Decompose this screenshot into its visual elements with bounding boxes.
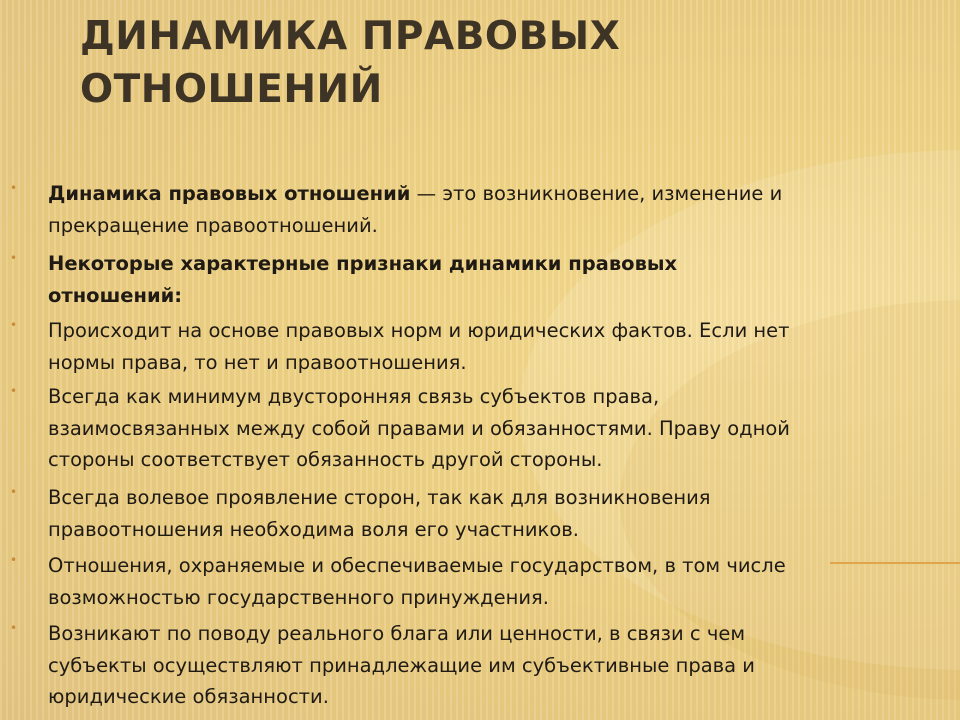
bullet-text (48, 248, 793, 311)
bullet-marker: • (10, 181, 18, 195)
bullet-text (48, 381, 793, 476)
bullet-body-text: Всегда как минимум двусторонняя связь субъектов права, взаимосвязанных между собой правами и обязанностями. Праву одной стороны соответствует обязанность другой стороны. (48, 385, 790, 471)
bullet-bold-text: Динамика правовых отношений (48, 182, 411, 205)
bullet-body-text: — это возникновение, изменение и прекращение правоотношений. (48, 182, 783, 237)
bullet-marker: • (10, 621, 18, 635)
bullet-body-text: Всегда волевое проявление сторон, так как для возникновения правоотношения необходима воля его участников. (48, 486, 711, 541)
bullet-text (48, 482, 793, 545)
bullet-marker: • (10, 553, 18, 567)
bullet-text (48, 550, 793, 613)
bullet-text (48, 618, 793, 713)
decorative-line (830, 562, 960, 564)
bullet-marker: • (10, 384, 18, 398)
bullet-body-text: Происходит на основе правовых норм и юридических фактов. Если нет нормы права, то нет и правоотношения. (48, 319, 790, 374)
bullet-body-text: Отношения, охраняемые и обеспечиваемые государством, в том числе возможностью государственного принуждения. (48, 554, 786, 609)
bullet-body-text: Возникают по поводу реального блага или ценности, в связи с чем субъекты осуществляют принадлежащие им субъективные права и юридические обязанности. (48, 622, 755, 708)
bullet-marker: • (10, 318, 18, 332)
bullet-marker: • (10, 485, 18, 499)
bullet-marker: • (10, 251, 18, 265)
slide-title: ДИНАМИКА ПРАВОВЫХ ОТНОШЕНИЙ (80, 14, 621, 112)
bullet-text (48, 178, 793, 241)
bullet-text (48, 315, 793, 378)
bullet-bold-text: Некоторые характерные признаки динамики правовых отношений: (48, 252, 678, 307)
